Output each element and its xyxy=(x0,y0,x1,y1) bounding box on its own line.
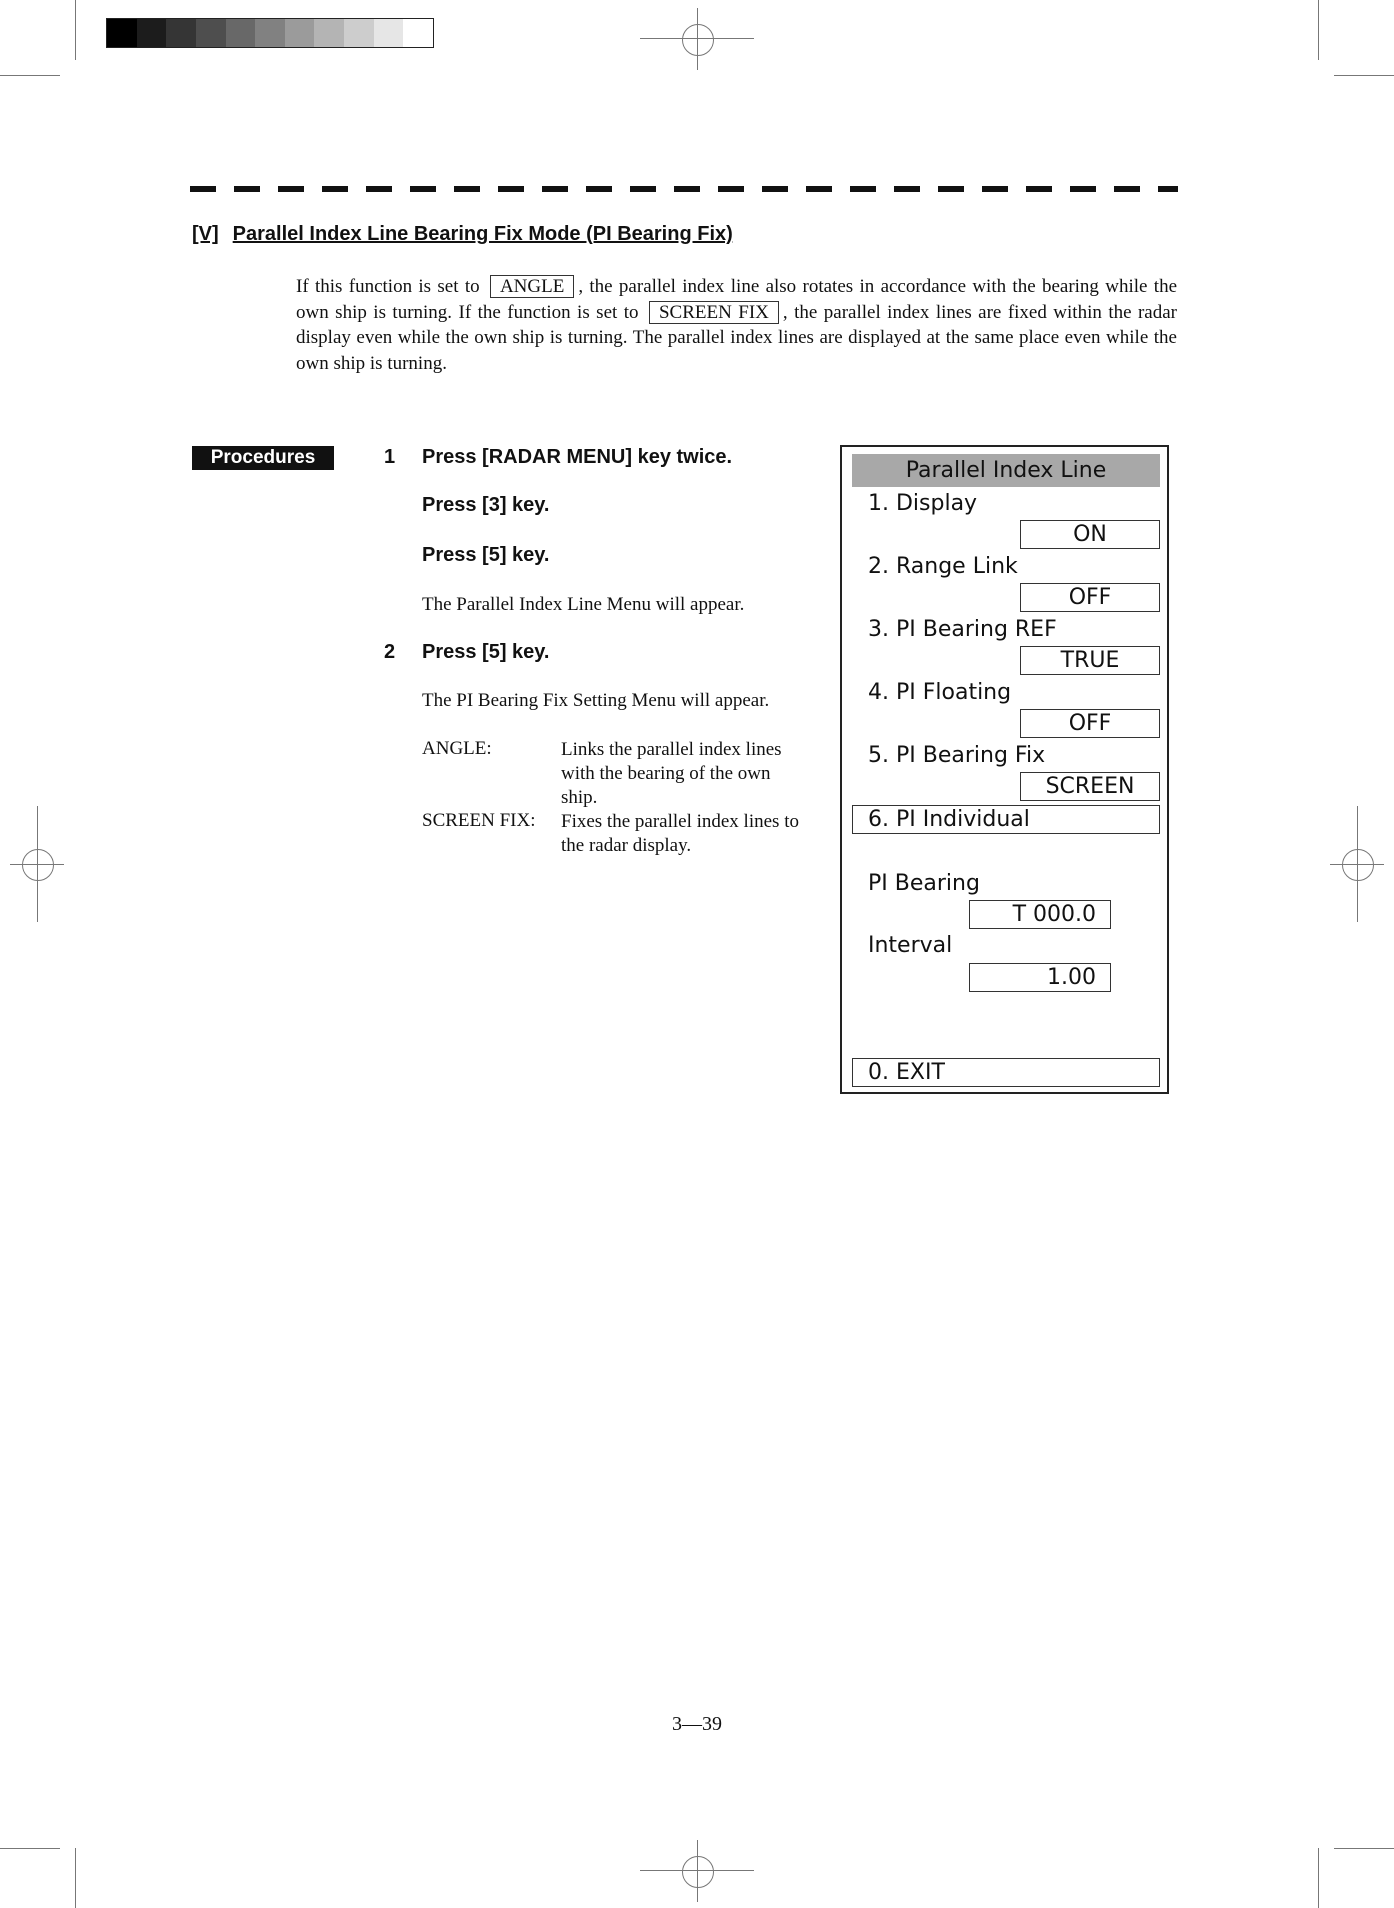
step-2-note: The PI Bearing Fix Setting Menu will appear. xyxy=(422,690,770,711)
pi-bearing-field[interactable]: T 000.0 xyxy=(969,900,1111,929)
definition-text-screen-fix: Fixes the parallel index lines to the radar display. xyxy=(561,811,799,856)
step-2-instruction: Press [5] key. xyxy=(422,641,550,663)
intro-text-2: , the parallel index line also rotates in accordance with the bearing while the own ship is turning. If the function is set to xyxy=(296,276,1177,323)
pi-bearing-ref-value[interactable]: TRUE xyxy=(1020,646,1160,675)
step-1-instruction: Press [RADAR MENU] key twice. xyxy=(422,446,733,468)
intro-text-3: , the parallel index lines are fixed within the radar display even while the own ship is turning. The parallel index lines are displayed at the same place even while the own ship is turning. xyxy=(296,301,1177,374)
pi-floating-value[interactable]: OFF xyxy=(1020,709,1160,738)
screen-fix-key-box: SCREEN FIX xyxy=(649,301,779,324)
section-tag: [V] xyxy=(192,223,219,245)
procedures-label: Procedures xyxy=(192,446,334,470)
range-link-value[interactable]: OFF xyxy=(1020,583,1160,612)
page-number: 3—39 xyxy=(672,1713,722,1735)
pi-bearing-fix-value[interactable]: SCREEN xyxy=(1020,772,1160,801)
step-2-number: 2 xyxy=(384,641,396,663)
menu-item-exit[interactable]: 0. EXIT xyxy=(852,1058,1160,1087)
dashed-separator xyxy=(190,186,1178,192)
menu-item-range-link[interactable]: 2. Range Link xyxy=(868,554,1018,579)
parallel-index-line-menu xyxy=(840,445,1169,1094)
section-heading xyxy=(192,223,733,246)
menu-title: Parallel Index Line xyxy=(852,454,1160,487)
intro-paragraph xyxy=(296,274,1177,376)
grayscale-calibration-strip xyxy=(106,18,434,48)
interval-field[interactable]: 1.00 xyxy=(969,963,1111,992)
section-title: Parallel Index Line Bearing Fix Mode (PI Bearing Fix) xyxy=(232,223,733,245)
menu-item-pi-bearing-fix[interactable]: 5. PI Bearing Fix xyxy=(868,743,1046,768)
pi-bearing-label: PI Bearing xyxy=(868,871,980,896)
menu-item-pi-individual[interactable]: 6. PI Individual xyxy=(852,805,1160,834)
definition-term-screen-fix: SCREEN FIX: xyxy=(422,810,536,831)
step-1-press-5: Press [5] key. xyxy=(422,544,550,566)
step-1-press-3: Press [3] key. xyxy=(422,494,550,516)
menu-item-display[interactable]: 1. Display xyxy=(868,491,978,516)
menu-item-pi-bearing-ref[interactable]: 3. PI Bearing REF xyxy=(868,617,1057,642)
definition-term-angle: ANGLE: xyxy=(422,738,492,759)
step-1-number: 1 xyxy=(384,446,396,468)
step-1-note: The Parallel Index Line Menu will appear. xyxy=(422,594,745,615)
angle-key-box: ANGLE xyxy=(490,275,574,298)
intro-text-1: If this function is set to xyxy=(296,276,480,297)
display-value[interactable]: ON xyxy=(1020,520,1160,549)
interval-label: Interval xyxy=(868,933,953,958)
definition-text-angle: Links the parallel index lines with the bearing of the own ship. xyxy=(561,739,782,808)
menu-item-pi-floating[interactable]: 4. PI Floating xyxy=(868,680,1012,705)
